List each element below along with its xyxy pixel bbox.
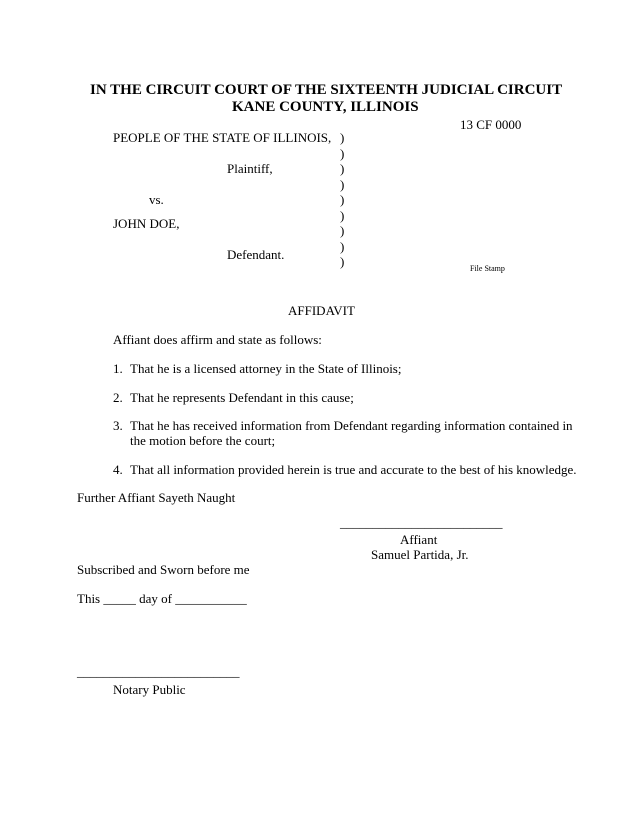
affiant-label: Affiant	[400, 532, 438, 547]
notary-label: Notary Public	[113, 682, 186, 697]
document-title: AFFIDAVIT	[288, 303, 355, 318]
caption-paren: )	[340, 130, 345, 145]
item-text-line1: That he has received information from Defendant regarding information contained in	[130, 418, 573, 433]
caption-paren: )	[340, 161, 345, 176]
plaintiff-role: Plaintiff,	[227, 161, 273, 176]
item-text-line2: the motion before the court;	[130, 433, 276, 448]
item-number: 2.	[113, 390, 123, 405]
item-text: That all information provided herein is true and accurate to the best of his knowledge.	[130, 462, 577, 477]
item-number: 1.	[113, 361, 123, 376]
caption-paren: )	[340, 145, 345, 161]
item-text: That he represents Defendant in this cause;	[130, 390, 354, 405]
caption-paren: )	[340, 238, 345, 254]
notary-signature-line: _________________________	[77, 664, 240, 679]
defendant-role: Defendant.	[227, 247, 285, 262]
item-text: That he is a licensed attorney in the State of Illinois;	[130, 361, 402, 376]
file-stamp-label: File Stamp	[470, 264, 505, 273]
subscribed-text: Subscribed and Sworn before me	[77, 562, 250, 577]
date-line-text: This _____ day of ___________	[77, 591, 247, 606]
case-number: 13 CF 0000	[460, 117, 522, 132]
caption-paren: )	[340, 207, 345, 223]
item-number: 4.	[113, 462, 123, 477]
versus-text: vs.	[149, 192, 164, 207]
intro-text: Affiant does affirm and state as follows:	[113, 332, 322, 347]
court-title-line1: IN THE CIRCUIT COURT OF THE SIXTEENTH JUDICIAL CIRCUIT	[90, 82, 563, 98]
caption-paren: )	[340, 254, 345, 269]
caption-paren: )	[340, 176, 345, 192]
defendant-name: JOHN DOE,	[113, 216, 180, 231]
item-number: 3.	[113, 418, 123, 433]
affiant-name: Samuel Partida, Jr.	[371, 547, 469, 562]
caption-paren-column	[340, 130, 344, 270]
caption-paren: )	[340, 223, 345, 238]
affiant-signature-line: _________________________	[340, 515, 503, 530]
further-affiant-text: Further Affiant Sayeth Naught	[77, 490, 236, 505]
plaintiff-name: PEOPLE OF THE STATE OF ILLINOIS,	[113, 130, 332, 145]
caption-paren: )	[340, 192, 345, 207]
court-title-line2: KANE COUNTY, ILLINOIS	[232, 99, 419, 115]
